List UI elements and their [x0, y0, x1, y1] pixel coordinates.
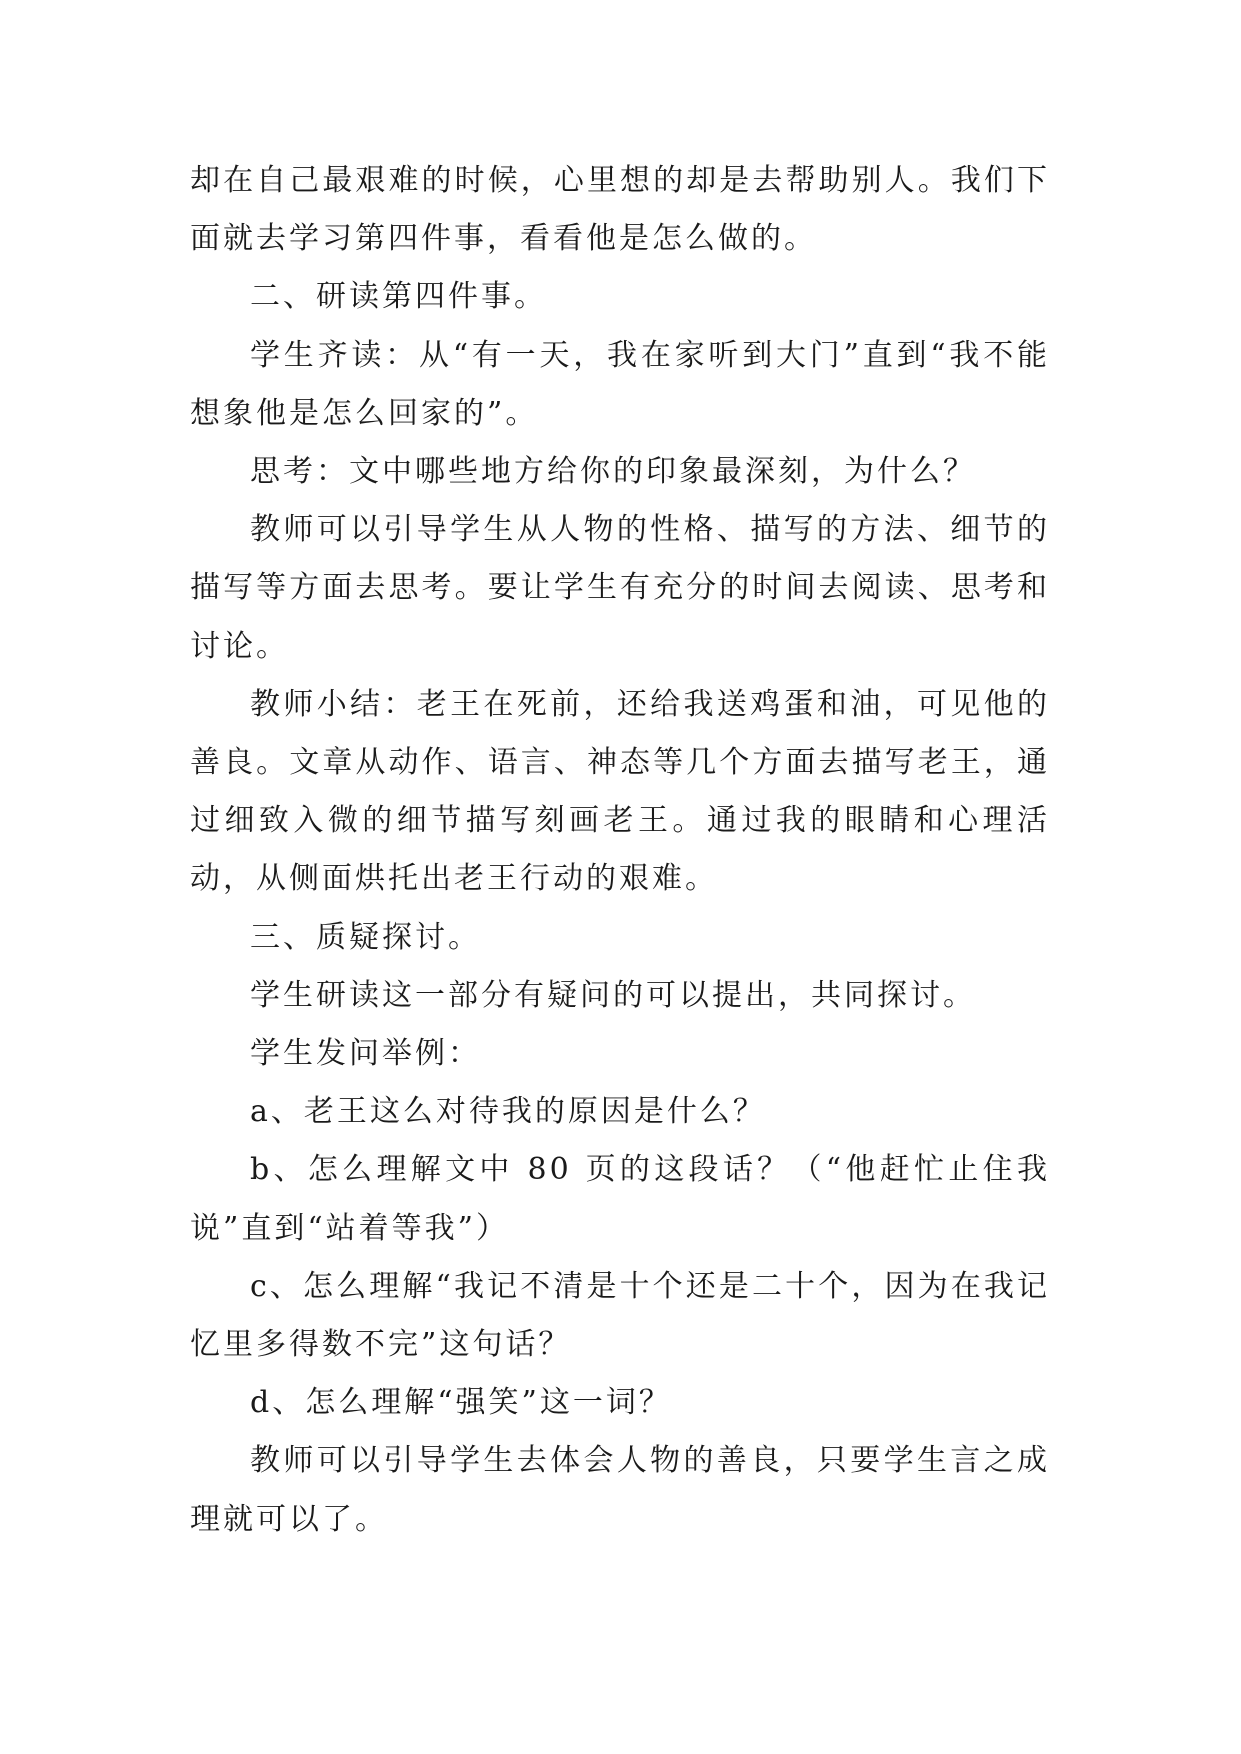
list-item-c: c、怎么理解“我记不清是十个还是二十个，因为在我记忆里多得数不完”这句话？ [190, 1268, 1050, 1363]
list-item-b: b、怎么理解文中 80 页的这段话？（“他赶忙止住我说”直到“站着等我”） [190, 1152, 1050, 1246]
paragraph-continuation: 却在自己最艰难的时候，心里想的却是去帮助别人。我们下面就去学习第四件事，看看他是怎么做的。 [190, 163, 1050, 257]
paragraph-conclusion: 教师可以引导学生去体会人物的善良，只要学生言之成理就可以了。 [190, 1443, 1050, 1537]
paragraph-reading: 学生齐读：从“有一天，我在家听到大门”直到“我不能想象他是怎么回家的”。 [190, 337, 1050, 431]
paragraph-summary: 教师小结：老王在死前，还给我送鸡蛋和油，可见他的善良。文章从动作、语言、神态等几个方面去描写老王，通过细致入微的细节描写刻画老王。通过我的眼睛和心理活动，从侧面烘托出老王行动的艰难。 [190, 686, 1050, 897]
paragraph-question: 思考：文中哪些地方给你的印象最深刻，为什么？ [250, 454, 976, 490]
list-item-a: a、老王这么对待我的原因是什么？ [250, 1094, 766, 1130]
section-heading-2: 二、研读第四件事。 [250, 279, 547, 315]
paragraph-discussion: 学生研读这一部分有疑问的可以提出，共同探讨。 [250, 977, 976, 1013]
paragraph-guidance: 教师可以引导学生从人物的性格、描写的方法、细节的描写等方面去思考。要让学生有充分的时间去阅读、思考和讨论。 [190, 512, 1050, 664]
paragraph-examples-heading: 学生发问举例： [250, 1036, 481, 1072]
document-body [190, 152, 1050, 1549]
section-heading-3: 三、质疑探讨。 [250, 919, 481, 955]
list-item-d: d、怎么理解“强笑”这一词？ [250, 1385, 672, 1421]
